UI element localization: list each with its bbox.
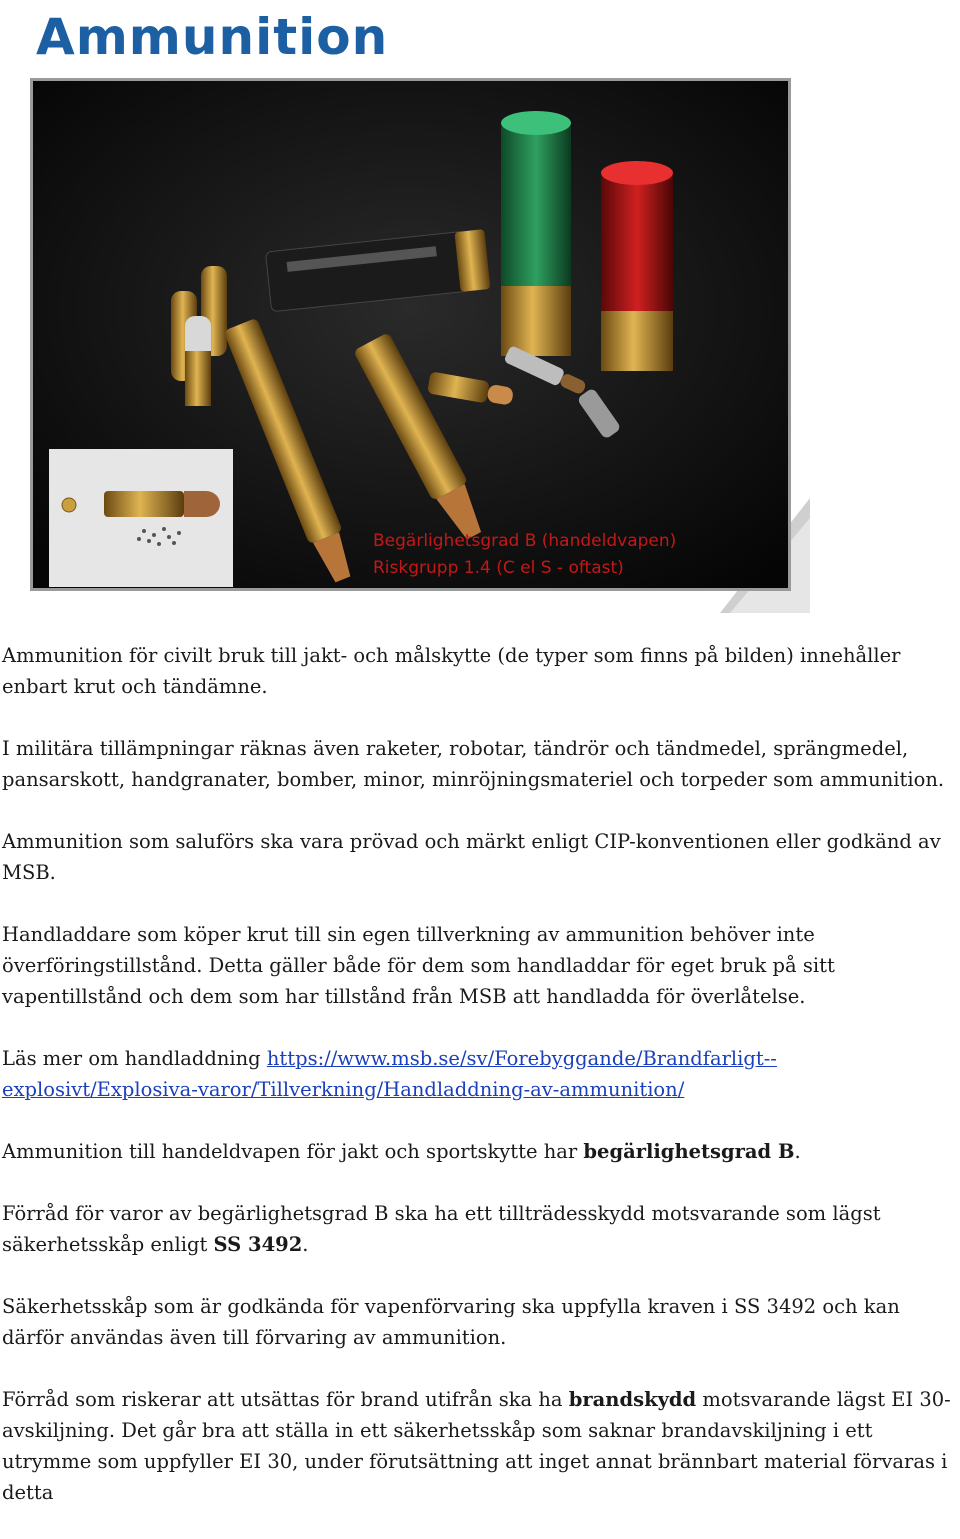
paragraph-cip: Ammunition som saluförs ska vara prövad och märkt enligt CIP-konventionen eller godkänd av MSB. [2, 830, 941, 884]
image-caption-line2: Riskgrupp 1.4 (C el S - oftast) [373, 558, 624, 578]
text-segment: Förråd som riskerar att utsättas för brand utifrån ska ha [2, 1388, 569, 1411]
paragraph-read-more [2, 1043, 958, 1105]
bold-begarlighetsgrad: begärlighetsgrad B [583, 1140, 795, 1163]
ammunition-photo [30, 78, 810, 613]
photo-frame [30, 78, 791, 591]
paragraph-handloaders: Handladdare som köper krut till sin egen tillverkning av ammunition behöver inte överföringstillstånd. Detta gäller både för dem som handladdar för eget bruk på sitt vapentillstånd och dem som har tillstånd från MSB att handladda för överlåtelse. [2, 923, 835, 1008]
read-more-label: Läs mer om handladdning [2, 1047, 267, 1070]
text-segment: . [794, 1140, 801, 1163]
paragraph-brandskydd [2, 1384, 958, 1508]
text-segment: . [302, 1233, 309, 1256]
article-body [2, 640, 958, 1539]
paragraph-begarlighetsgrad [2, 1136, 958, 1167]
image-caption-line1: Begärlighetsgrad B (handeldvapen) [373, 531, 677, 551]
paragraph-forrad [2, 1198, 958, 1260]
paragraph-sakerhetsskap: Säkerhetsskåp som är godkända för vapenförvaring ska uppfylla kraven i SS 3492 och kan därför användas även till förvaring av ammunition. [2, 1295, 900, 1349]
paragraph-military-ammo: I militära tillämpningar räknas även raketer, robotar, tändrör och tändmedel, sprängmedel, pansarskott, handgranater, bomber, minor, minröjningsmateriel och torpeder som ammunition. [2, 737, 945, 791]
inset-photo [49, 449, 233, 587]
text-segment: Förråd för varor av begärlighetsgrad B ska ha ett tillträdesskydd motsvarande som lägst säkerhetsskåp enligt [2, 1202, 881, 1256]
handladdning-link[interactable]: https://www.msb.se/sv/Forebyggande/Brandfarligt--explosivt/Explosiva-varor/Tillverkning/Handladdning-av-ammunition/ [2, 1047, 777, 1101]
text-segment: Ammunition till handeldvapen för jakt och sportskytte har [2, 1140, 584, 1163]
cartridge-cutaway-illustration [49, 449, 233, 587]
bold-ss3492: SS 3492 [213, 1233, 303, 1256]
bold-brandskydd: brandskydd [568, 1388, 697, 1411]
text-segment: motsvarande lägst EI 30-avskiljning. Det går bra att ställa in ett säkerhetsskåp som saknar brandavskiljning i ett utrymme som uppfyller EI 30, under förutsättning att inget annat brännbart material förvaras i detta [2, 1388, 951, 1504]
page-title: Ammunition [36, 8, 389, 66]
paragraph-civil-ammo: Ammunition för civilt bruk till jakt- och målskytte (de typer som finns på bilden) innehåller enbart krut och tändämne. [2, 644, 901, 698]
